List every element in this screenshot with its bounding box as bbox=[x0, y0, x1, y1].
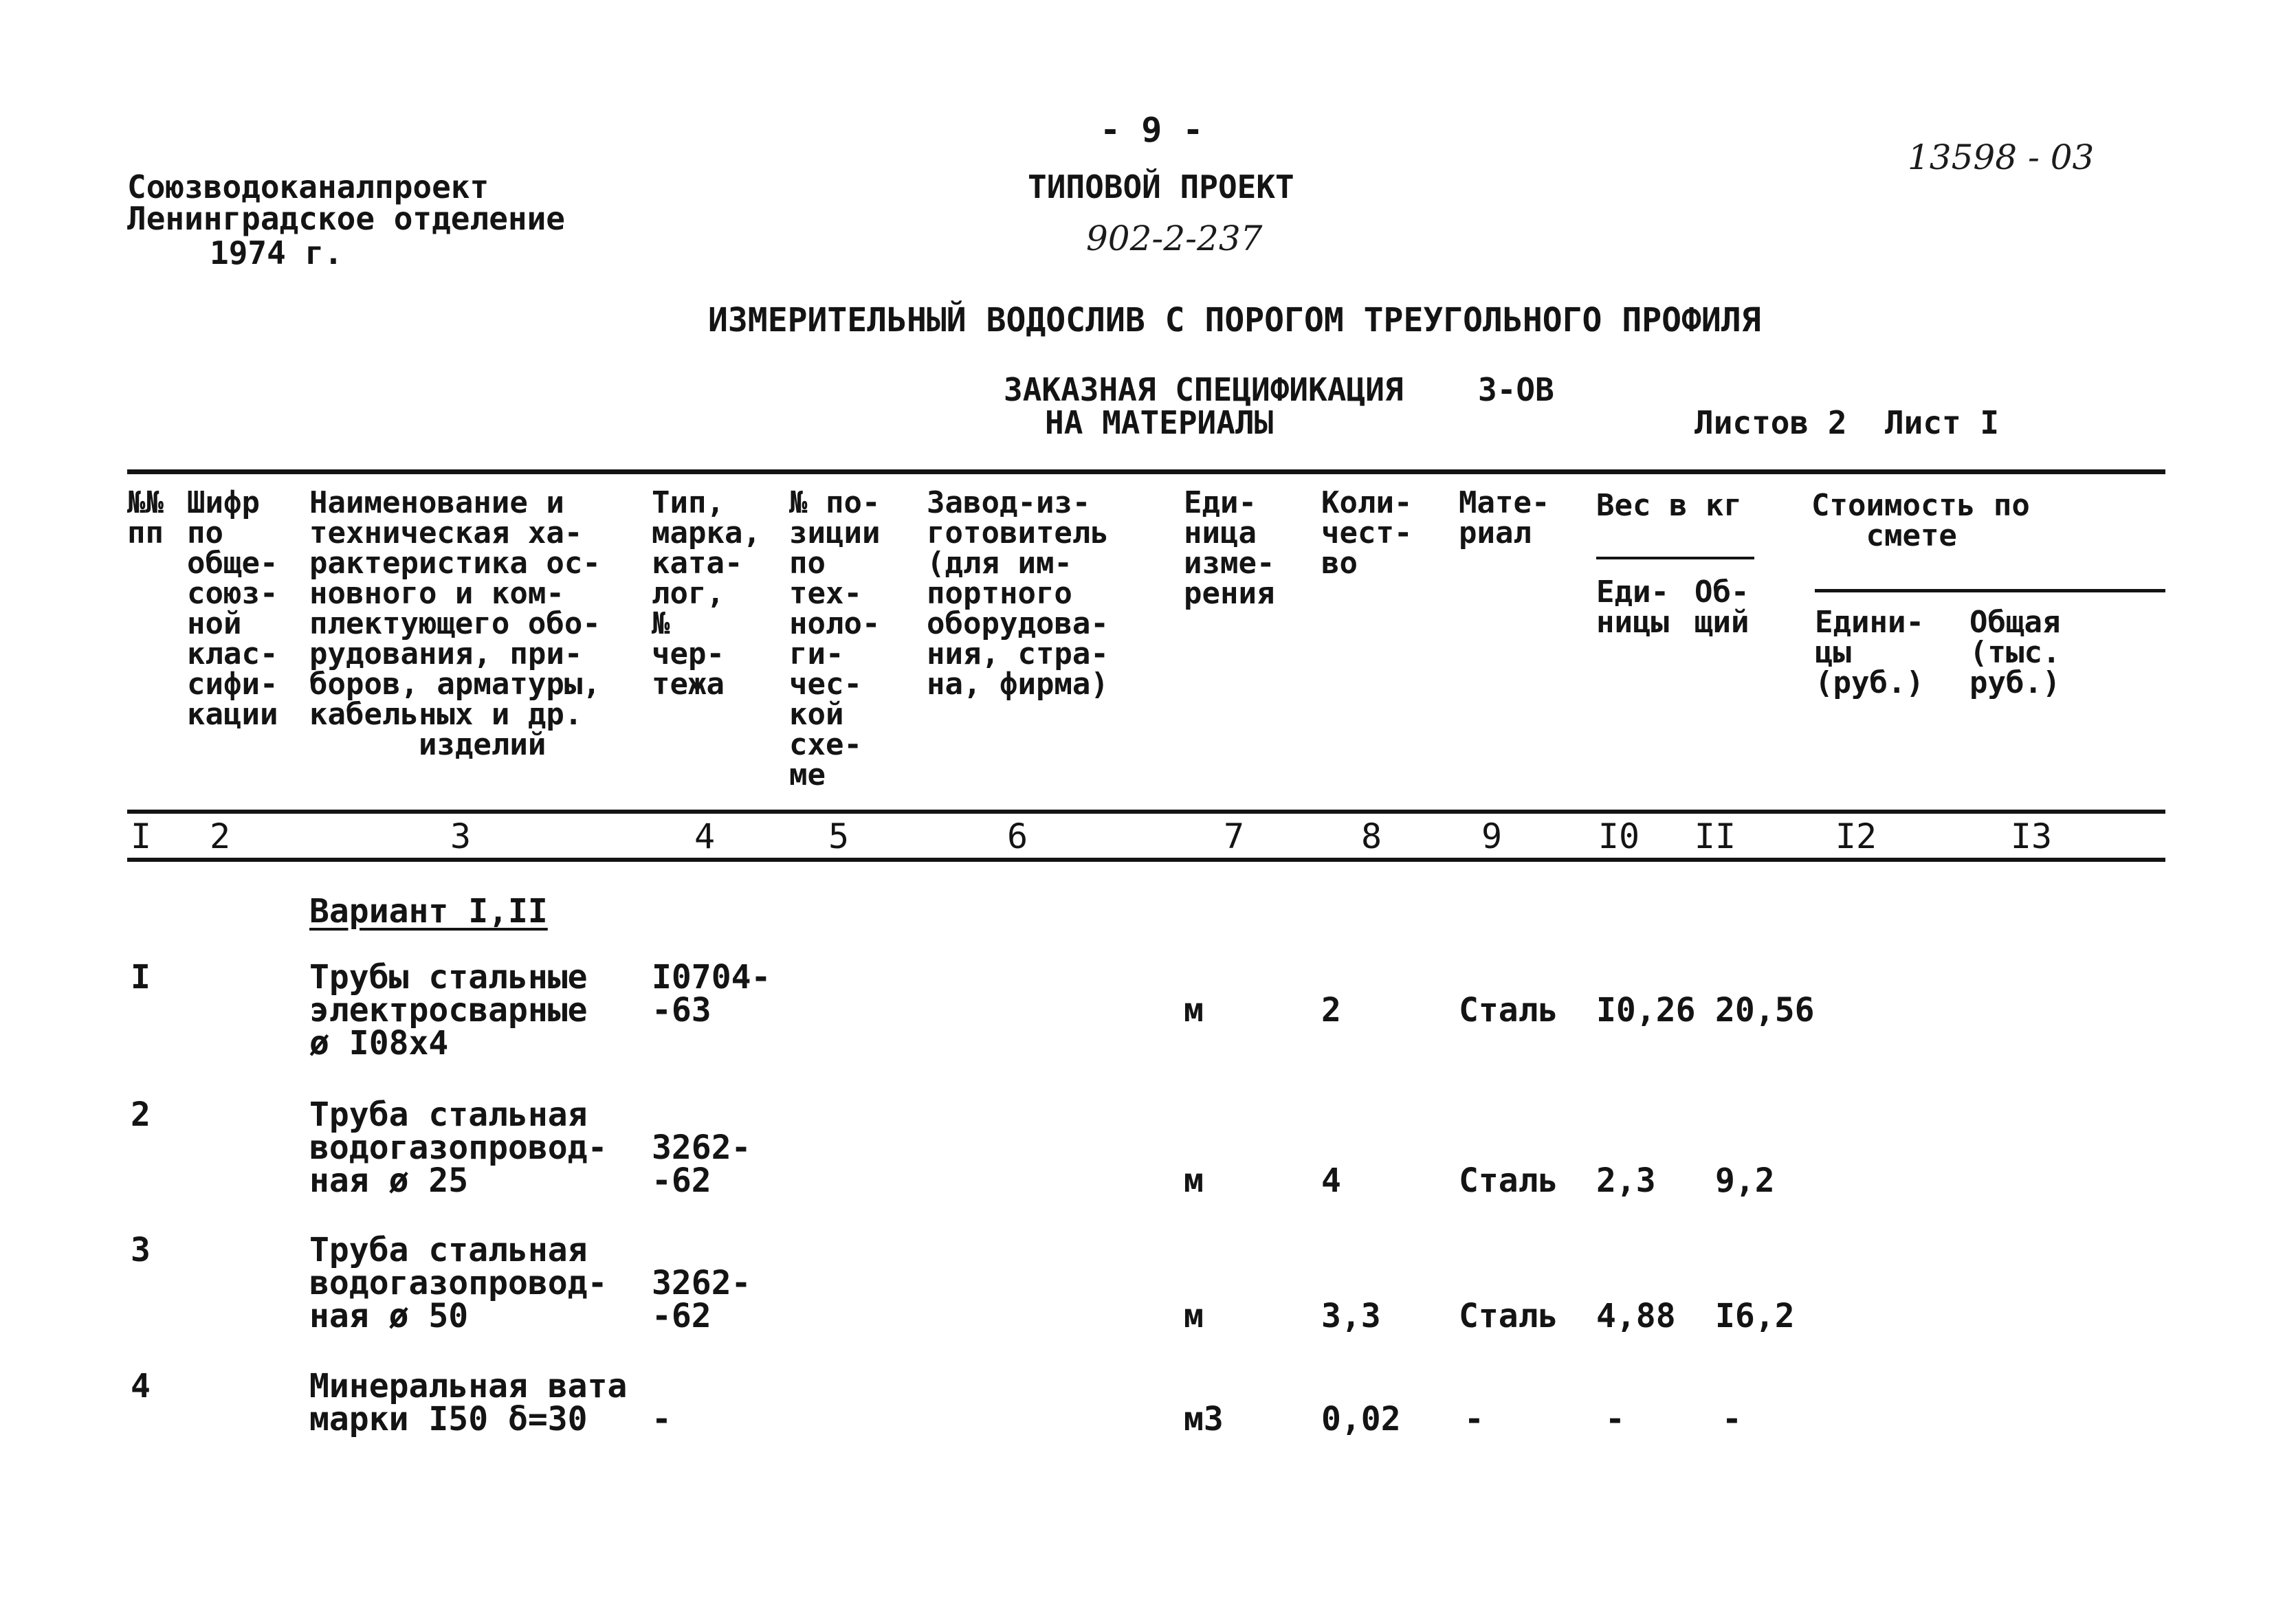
project-label: ТИПОВОЙ ПРОЕКТ bbox=[1028, 168, 1294, 205]
spec-code: 3-ОВ bbox=[1478, 371, 1554, 408]
cost-group-rule bbox=[1815, 589, 2165, 592]
item-name: Минеральная вата марки I50 δ=30 bbox=[309, 1367, 628, 1438]
organization-year: 1974 г. bbox=[210, 234, 343, 271]
column-number: I2 bbox=[1835, 816, 1877, 856]
column-number: 5 bbox=[828, 816, 850, 856]
header-bottom-rule bbox=[127, 810, 2165, 814]
project-number: 902-2-237 bbox=[1086, 219, 1263, 258]
header-type-catalog: Тип, марка, ката- лог, № чер- тежа bbox=[652, 485, 761, 702]
item-weight-total: - bbox=[1722, 1400, 1742, 1438]
row-number: 3 bbox=[131, 1231, 151, 1269]
document-code: 13598 - 03 bbox=[1908, 137, 2095, 177]
item-catalog: 3262- -62 bbox=[652, 1264, 751, 1335]
header-manufacturer: Завод-из- готовитель (для им- портного оборудова- ния, стра- на, фирма) bbox=[927, 485, 1109, 702]
organization-department: Ленинградское отделение bbox=[127, 200, 565, 237]
variant-label: Вариант I,II bbox=[309, 892, 548, 931]
item-unit: м bbox=[1184, 991, 1204, 1030]
column-number: 9 bbox=[1481, 816, 1503, 856]
item-material: Сталь bbox=[1459, 1161, 1558, 1200]
item-name: Труба стальная водогазопровод- ная ø 25 bbox=[309, 1095, 608, 1200]
item-catalog: - bbox=[652, 1400, 672, 1438]
item-material: Сталь bbox=[1459, 1297, 1558, 1335]
item-weight-unit: 4,88 bbox=[1596, 1297, 1676, 1335]
item-quantity: 0,02 bbox=[1321, 1400, 1401, 1438]
item-name: Труба стальная водогазопровод- ная ø 50 bbox=[309, 1231, 608, 1335]
weight-group-rule bbox=[1596, 557, 1754, 559]
row-number: 4 bbox=[131, 1367, 151, 1405]
item-material: - bbox=[1464, 1400, 1484, 1438]
column-number: I bbox=[130, 816, 152, 856]
header-quantity: Коли- чест- во bbox=[1321, 485, 1413, 581]
column-number: I3 bbox=[2010, 816, 2053, 856]
item-material: Сталь bbox=[1459, 991, 1558, 1030]
item-unit: м bbox=[1184, 1297, 1204, 1335]
column-number: 8 bbox=[1360, 816, 1382, 856]
item-unit: м3 bbox=[1184, 1400, 1224, 1438]
column-number: 6 bbox=[1006, 816, 1028, 856]
item-quantity: 3,3 bbox=[1321, 1297, 1381, 1335]
item-unit: м bbox=[1184, 1161, 1204, 1200]
column-number: I0 bbox=[1598, 816, 1640, 856]
column-numbers-bottom-rule bbox=[127, 858, 2165, 862]
row-number: I bbox=[131, 958, 151, 997]
header-material: Мате- риал bbox=[1459, 485, 1550, 550]
item-weight-unit: - bbox=[1605, 1400, 1625, 1438]
column-number: 2 bbox=[209, 816, 231, 856]
page-number: - 9 - bbox=[1100, 110, 1204, 150]
header-unit: Еди- ница изме- рения bbox=[1184, 485, 1275, 611]
column-number: 3 bbox=[450, 816, 472, 856]
item-weight-unit: 2,3 bbox=[1596, 1161, 1656, 1200]
column-number: 4 bbox=[694, 816, 716, 856]
header-cost-group: Стоимость по смете bbox=[1811, 488, 2030, 553]
spec-title-line2: НА МАТЕРИАЛЫ bbox=[1045, 404, 1274, 441]
sheet-counter: Листов 2 Лист I bbox=[1695, 404, 2000, 441]
column-number: II bbox=[1694, 816, 1736, 856]
column-number: 7 bbox=[1223, 816, 1245, 856]
header-row-number: №№ пп bbox=[127, 485, 164, 550]
table-top-rule bbox=[127, 469, 2165, 474]
row-number: 2 bbox=[131, 1095, 151, 1134]
item-weight-total: 20,56 bbox=[1715, 991, 1815, 1030]
spec-title-line1: ЗАКАЗНАЯ СПЕЦИФИКАЦИЯ bbox=[1004, 371, 1404, 408]
header-cost-unit: Едини- цы (руб.) bbox=[1815, 605, 1924, 700]
header-classification-code: Шифр по обще- союз- ной клас- сифи- кации bbox=[187, 485, 278, 732]
header-weight-total: Об- щий bbox=[1695, 575, 1749, 640]
item-weight-total: I6,2 bbox=[1715, 1297, 1795, 1335]
header-name-description: Наименование и техническая ха- рактеристика ос- новного и ком- плектующего обо- рудования, при- боров, арматуры, кабельных и др. изделий bbox=[309, 485, 601, 762]
header-cost-total: Общая (тыс. руб.) bbox=[1969, 605, 2061, 700]
item-catalog: 3262- -62 bbox=[652, 1128, 751, 1200]
header-weight-unit: Еди- ницы bbox=[1596, 575, 1669, 640]
header-position-number: № по- зиции по тех- ноло- ги- чес- кой схе- ме bbox=[789, 485, 881, 792]
document-title: ИЗМЕРИТЕЛЬНЫЙ ВОДОСЛИВ С ПОРОГОМ ТРЕУГОЛЬНОГО ПРОФИЛЯ bbox=[708, 301, 1761, 340]
item-weight-unit: I0,26 bbox=[1596, 991, 1696, 1030]
item-catalog: I0704- -63 bbox=[652, 958, 771, 1030]
header-weight-group: Вес в кг bbox=[1596, 488, 1742, 523]
item-quantity: 2 bbox=[1321, 991, 1341, 1030]
item-name: Трубы стальные электросварные ø I08x4 bbox=[309, 958, 588, 1063]
item-quantity: 4 bbox=[1321, 1161, 1341, 1200]
item-weight-total: 9,2 bbox=[1715, 1161, 1775, 1200]
organization-name: Союзводоканалпроект bbox=[127, 168, 489, 205]
